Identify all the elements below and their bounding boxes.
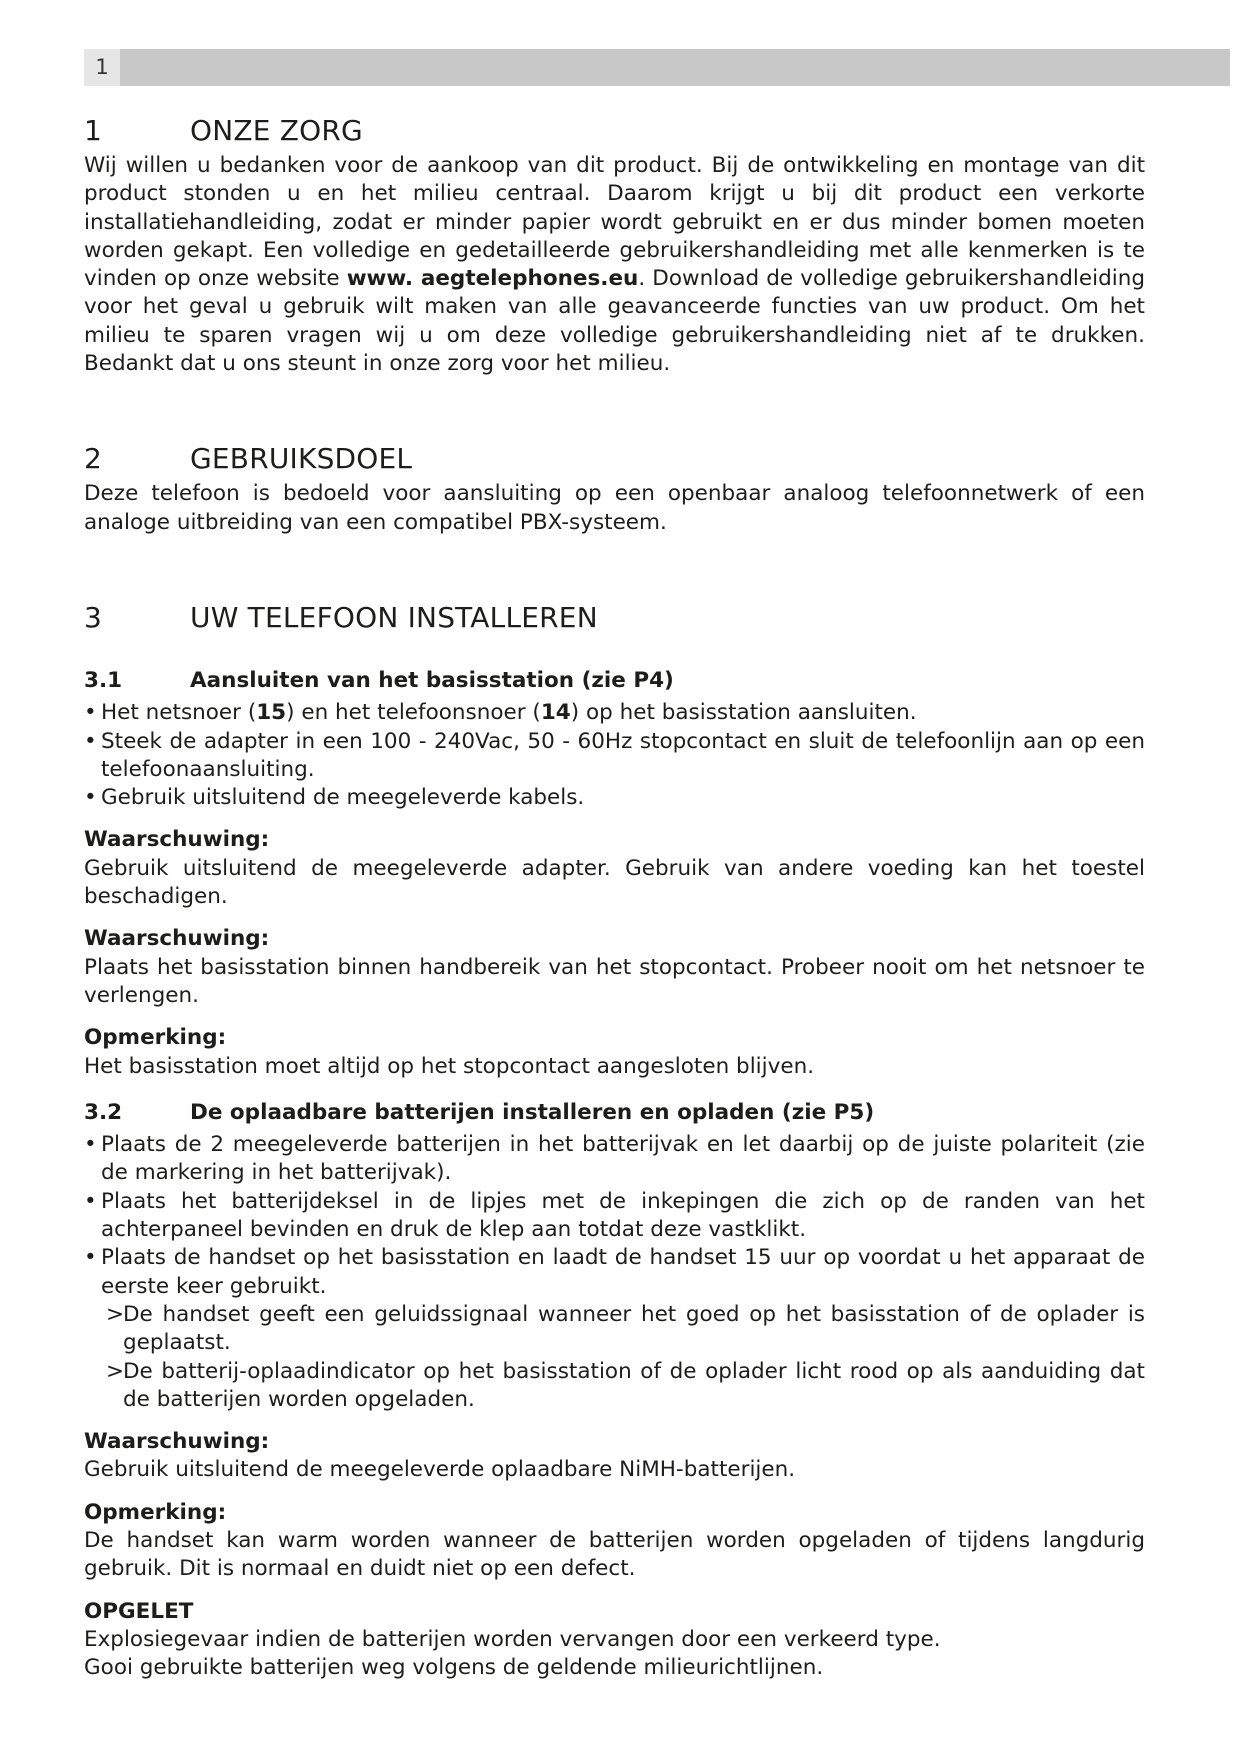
part-number: 14 <box>540 700 571 726</box>
subsection-heading-3-1 <box>84 667 1145 695</box>
section-number: 1 <box>84 114 103 147</box>
list-item: • Plaats het batterijdeksel in de lipjes met de inkepingen die zich op de randen van het achterpaneel bevinden en druk de klep aan totdat deze vastklikt. <box>84 1188 1145 1245</box>
note-text: De handset kan warm worden wanneer de batterijen worden opgeladen of tijdens langdurig gebruik. Dit is normaal en duidt niet op een defect. <box>84 1527 1145 1582</box>
result-item <box>84 1358 1145 1415</box>
subsection-number: 3.1 <box>84 667 123 693</box>
note-label: Opmerking: <box>84 1499 227 1525</box>
list-item <box>84 699 1145 727</box>
section-title: ONZE ZORG <box>190 114 363 147</box>
result-item <box>84 1301 1145 1358</box>
caution-text: Gooi gebruikte batterijen weg volgens de geldende milieurichtlijnen. <box>84 1655 824 1681</box>
bullet-list <box>84 699 1145 812</box>
caution-text: Explosiegevaar indien de batterijen worden vervangen door een verkeerd type. <box>84 1626 941 1652</box>
result-text: De batterij-oplaadindicator op het basisstation of de oplader licht rood op als aanduiding dat de batterijen worden opgeladen. <box>123 1358 1145 1412</box>
section-title: GEBRUIKSDOEL <box>190 442 413 476</box>
warning-text: Gebruik uitsluitend de meegeleverde oplaadbare NiMH-batterijen. <box>84 1457 796 1483</box>
part-number: 15 <box>256 700 287 726</box>
list-item: • Gebruik uitsluitend de meegeleverde kabels. <box>84 784 1145 812</box>
paragraph-text: Wij willen u bedanken voor de aankoop van dit product. Bij de ontwikkeling en montage van dit product stonden u en het milieu centraal. Daarom krijgt u bij dit product een verkorte installatiehandleiding, zodat er minder papier wordt gebruikt en er dus minder bomen moeten worden gekapt. Een volledige en gedetailleerde gebruikershandleiding met alle kenmerken is te vinden op onze website <box>84 153 1145 292</box>
section-heading-2 <box>84 438 1145 480</box>
page-header-bar <box>84 49 1230 86</box>
section-title: UW TELEFOON INSTALLEREN <box>190 600 598 634</box>
document-body <box>84 110 1145 1682</box>
subsection-title: De oplaadbare batterijen installeren en opladen (zie P5) <box>190 1099 875 1125</box>
list-item: • Steek de adapter in een 100 - 240Vac, 50 - 60Hz stopcontact en sluit de telefoonlijn aan op een telefoonaansluiting. <box>84 728 1145 785</box>
result-arrow: > <box>106 1301 125 1327</box>
subsection-heading-3-2 <box>84 1099 1145 1127</box>
result-arrow: > <box>106 1358 125 1384</box>
caution-label: OPGELET <box>84 1598 194 1624</box>
section-number: 3 <box>84 600 103 634</box>
subsection-number: 3.2 <box>84 1099 123 1125</box>
warning-text: Plaats het basisstation binnen handbereik van het stopcontact. Probeer nooit om het netsnoer te verlengen. <box>84 954 1145 1008</box>
result-text: De handset geeft een geluidssignaal wanneer het goed op het basisstation of de oplader is geplaatst. <box>123 1301 1145 1356</box>
warning-text: Gebruik uitsluitend de meegeleverde adapter. Gebruik van andere voeding kan het toestel beschadigen. <box>84 855 1145 910</box>
section-heading-1 <box>84 110 1145 152</box>
section-2-paragraph: Deze telefoon is bedoeld voor aansluiting op een openbaar analoog telefoonnetwerk of een analoge uitbreiding van een compatibel PBX-systeem. <box>84 481 1145 535</box>
website-link[interactable]: www. aegtelephones.eu <box>346 266 639 292</box>
list-text: ) op het basisstation aansluiten. <box>570 700 917 726</box>
warning-label: Waarschuwing: <box>84 827 270 853</box>
list-text: Plaats de handset op het basisstation en laadt de handset 15 uur op voordat u het apparaat de eerste keer gebruikt. <box>101 1245 1145 1299</box>
paragraph-text: . Download de volledige gebruikershandleiding voor het geval u gebruik wilt maken van alle geavanceerde functies van uw product. Om het milieu te sparen vragen wij u om deze volledige gebruikershandleiding niet af te drukken. Bedankt dat u ons steunt in onze zorg voor het milieu. <box>84 266 1145 377</box>
bullet-list <box>84 1131 1145 1301</box>
list-text: ) en het telefoonsnoer ( <box>286 700 541 726</box>
page-number: 1 <box>84 49 120 86</box>
section-heading-3 <box>84 597 1145 639</box>
subsection-title: Aansluiten van het basisstation (zie P4) <box>190 667 674 693</box>
list-text: Het netsnoer ( <box>101 700 257 726</box>
note-text: Het basisstation moet altijd op het stopcontact aangesloten blijven. <box>84 1053 815 1079</box>
note-label: Opmerking: <box>84 1025 227 1051</box>
warning-label: Waarschuwing: <box>84 926 270 952</box>
list-item <box>84 1244 1145 1301</box>
section-number: 2 <box>84 442 103 476</box>
warning-label: Waarschuwing: <box>84 1429 270 1455</box>
list-item: • Plaats de 2 meegeleverde batterijen in het batterijvak en let daarbij op de juiste polariteit (zie de markering in het batterijvak). <box>84 1131 1145 1188</box>
section-1-paragraph <box>84 152 1145 378</box>
